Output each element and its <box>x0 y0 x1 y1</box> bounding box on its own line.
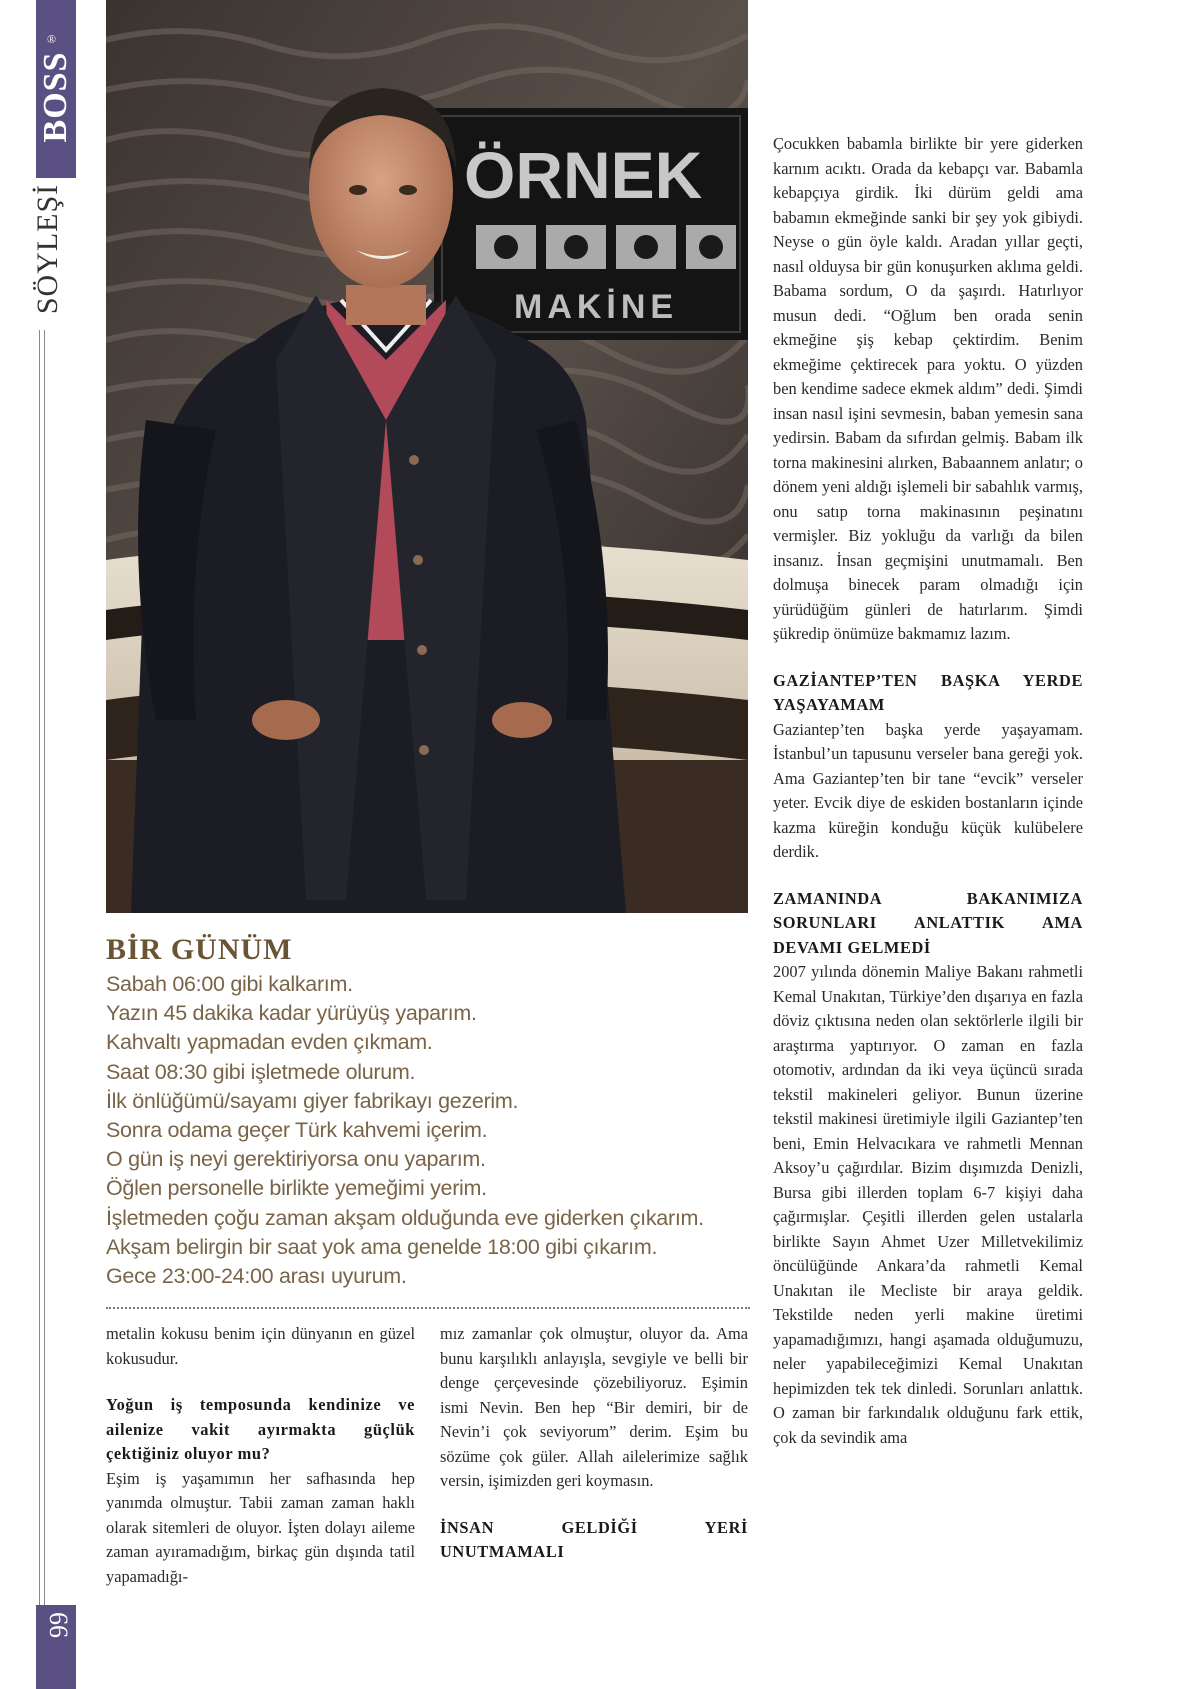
list-item: Yazın 45 dakika kadar yürüyüş yaparım. <box>106 1001 477 1026</box>
list-item: Akşam belirgin bir saat yok ama genelde 18:00 gibi çıkarım. <box>106 1234 658 1259</box>
section-heading: GAZİANTEP’TEN BAŞKA YERDE YAŞAYAMAM <box>773 670 1083 714</box>
right-column <box>773 132 1083 1450</box>
bir-gunum-list <box>106 970 756 1291</box>
list-item: Sonra odama geçer Türk kahvemi içerim. <box>106 1118 488 1143</box>
section-label-text: SÖYLEŞİ <box>31 183 64 315</box>
list-item: Sabah 06:00 gibi kalkarım. <box>106 972 353 996</box>
paragraph: Çocukken babamla birlikte bir yere giderken karnım acıktı. Orada da kebapçı var. Babamla kebapçıya girdik. İki dürüm geldi ama babamın ekmeğinde sanki bir şey yok gibiydi. Neyse o gün öyle kaldı. Aradan yıllar geçti, nasıl olduysa bir gün konuşurken aklıma geldi. Babama sordum, O da şaşırdı. Hatırlıyor musun dedi. “Oğlum ben orada senin ekmeğine şiş kebap çektirdim. Benim ekmeğime çektirecek para yoktu. O yüzden ben kendime sadece ekmek aldım” dedi. Şimdi insan nasıl işini sevmesin, baban yemesin sana yedirsin. Babam da sıfırdan gelmiş. Babam ilk torna makinesini alırken, Babaannem anlatır; o dönem yeni aldığı işlemeli bir sabahlık varmış, onu satıp torna makinasının peşinatını vermişler. Biz yokluğu da varlığı da bilen insanız. İnsan geçmişini unutmamalı. Ben dolmuşa binecek param olmadığı için yürüdüğüm günleri de hatırlarım. Şimdi şükredip önümüze bakmamız lazım. <box>773 134 1083 643</box>
list-item: İşletmeden çoğu zaman akşam olduğunda eve giderken çıkarım. <box>106 1205 704 1230</box>
brand-text: BOSS <box>37 51 74 143</box>
list-item: Saat 08:30 gibi işletmede olurum. <box>106 1059 416 1084</box>
portrait-photo <box>106 0 748 913</box>
sign-line-1: ÖRNEK <box>464 138 703 212</box>
section-label <box>28 178 68 320</box>
bottom-left-column <box>106 1322 415 1589</box>
list-item: Kahvaltı yapmadan evden çıkmam. <box>106 1030 433 1055</box>
page-number <box>40 1605 76 1645</box>
paragraph: 2007 yılında dönemin Maliye Bakanı rahmetli Kemal Unakıtan, Türkiye’den dışarıya en fazla döviz çıktısına neden olan sektörlerle ilgili bir araştırma yaptırıyor. O zaman en fazla otomotiv, ardından da iki veya üçüncü sırada tekstil makineleri geliyor. Bunun üzerine tekstil makinesi üretimiyle ilgili Gaziantep’ten beni, Emin Helvacıkara ve rahmetli Mennan Aksoy’u çağırdılar. Bizim dışımızda Denizli, Bursa gibi illerden toplam 6-7 kişiyi daha çağırmışlar. Çeşitli illerden gelen ustalarla birlikte Sayın Ahmet Uzer Milletvekilimiz öncülüğünde Ankara’da rahmetli Kemal Unakıtan ile Mecliste bir araya geldik. Tekstilde neden yerli makine üretimi yapamadığımızı, hangi aşamada olduğumuzu, neler yapabileceğimizi Kemal Unakıtan hepimizden tek tek dinledi. Sorunları anlattık. O zaman bir farkındalık olduğunu fark ettik, çok da sevindik ama <box>773 962 1083 1447</box>
bottom-middle-column <box>440 1322 748 1565</box>
sidebar-rule <box>44 330 45 1605</box>
interview-question: Yoğun iş temposunda kendinize ve ailenize vakit ayırmakta güçlük çektiğiniz oluyor mu? <box>106 1395 415 1463</box>
paragraph: metalin kokusu benim için dünyanın en güzel kokusudur. <box>106 1324 415 1368</box>
list-item: İlk önlüğümü/sayamı giyer fabrikayı gezerim. <box>106 1088 519 1113</box>
section-heading: ZAMANINDA BAKANIMIZA SORUNLARI ANLATTIK AMA DEVAMI GELMEDİ <box>773 888 1083 957</box>
brand-logo <box>37 32 75 162</box>
dotted-divider <box>106 1307 750 1309</box>
sign-line-2: MAKİNE <box>514 288 679 326</box>
page-number-text: 66 <box>44 1612 73 1638</box>
sidebar-rule <box>39 330 40 1605</box>
list-item: O gün iş neyi gerektiriyorsa onu yaparım. <box>106 1147 486 1172</box>
list-item: Öğlen personelle birlikte yemeğimi yerim. <box>106 1176 487 1201</box>
paragraph: Eşim iş yaşamımın her safhasında hep yanımda olmuştur. Tabii zaman zaman haklı olarak sitemleri de oluyor. İşten dolayı aileme zaman ayıramadığım, birkaç gün dışında tatil yapamadığı- <box>106 1468 415 1586</box>
bir-gunum-title: BİR GÜNÜM <box>106 933 293 966</box>
list-item: Gece 23:00-24:00 arası uyurum. <box>106 1264 407 1289</box>
section-heading: İNSAN GELDİĞİ YERİ UNUTMAMALI <box>440 1517 748 1561</box>
paragraph: Gaziantep’ten başka yerde yaşayamam. İstanbul’un tapusunu verseler bana gereği yok. Ama Gaziantep’ten bir tane “evcik” verseler yeter. Evcik diye de eskiden bostanların içinde kazma küreğin konduğu küçük kulübelere derdik. <box>773 719 1083 861</box>
registered-mark: ® <box>47 32 57 46</box>
portrait-illustration <box>106 0 748 913</box>
paragraph: mız zamanlar çok olmuştur, oluyor da. Ama bunu karşılıklı anlayışla, sevgiyle ve belli bir denge çerçevesinde çözebiliyoruz. Eşimin ismi Nevin. Ben hep “Bir demiri, bir de Nevin’i çok seviyorum” derim. Eşim bu sözüme çok güler. Allah ailelerimize sağlık versin, işimizden geri koymasın. <box>440 1324 748 1490</box>
